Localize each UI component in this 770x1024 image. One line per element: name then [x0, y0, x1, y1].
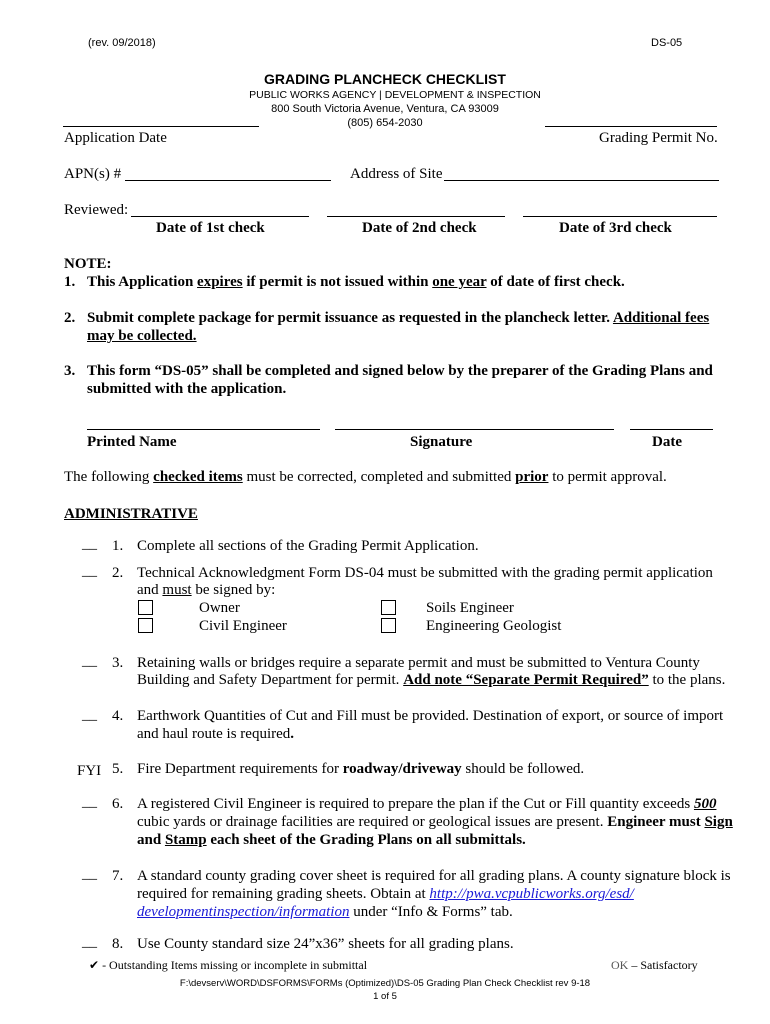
- date-field[interactable]: [630, 429, 713, 430]
- note-3-line-1: This form “DS-05” shall be completed and signed below by the preparer of the Grading Plans and: [87, 363, 713, 379]
- item-3-checkbox-blank[interactable]: __: [82, 653, 97, 669]
- address-of-site-label: Address of Site: [350, 166, 443, 182]
- first-check-field[interactable]: [131, 216, 309, 217]
- item-6-line-1: A registered Civil Engineer is required to prepare the plan if the Cut or Fill quantity exceeds 500: [137, 796, 717, 812]
- date-label: Date: [652, 434, 682, 450]
- second-check-field[interactable]: [327, 216, 505, 217]
- first-check-label: Date of 1st check: [156, 220, 265, 236]
- item-3-number: 3.: [112, 655, 124, 671]
- item-3-line-2: Building and Safety Department for permit. Add note “Separate Permit Required” to the plans.: [137, 672, 726, 688]
- item-7-line-3: developmentinspection/information under “Info & Forms” tab.: [137, 904, 513, 920]
- agency-phone: (805) 654-2030: [347, 117, 423, 129]
- note-3-number: 3.: [64, 363, 76, 379]
- engineering-geologist-label: Engineering Geologist: [426, 618, 562, 634]
- item-2-line-2: and must be signed by:: [137, 582, 276, 598]
- permit-no-line[interactable]: [545, 126, 717, 127]
- address-of-site-field[interactable]: [444, 180, 719, 181]
- signature-field[interactable]: [335, 429, 614, 430]
- item-5-text: Fire Department requirements for roadway/driveway should be followed.: [137, 761, 585, 777]
- agency-name: PUBLIC WORKS AGENCY | DEVELOPMENT & INSPECTION: [249, 89, 541, 101]
- note-1-number: 1.: [64, 274, 76, 290]
- footer-file-path: F:\devserv\WORD\DSFORMS\FORMs (Optimized)\DS-05 Grading Plan Check Checklist rev 9-18: [179, 978, 591, 989]
- item-4-checkbox-blank[interactable]: __: [82, 707, 97, 723]
- item-7-line-2: required for remaining grading sheets. Obtain at http://pwa.vcpublicworks.org/esd/: [137, 886, 634, 902]
- permit-no-label: Grading Permit No.: [599, 130, 718, 146]
- note-2-text-cont: may be collected.: [87, 328, 197, 344]
- item-4-line-2: and haul route is required.: [137, 726, 295, 742]
- item-2-number: 2.: [112, 565, 124, 581]
- item-3-line-1: Retaining walls or bridges require a separate permit and must be submitted to Ventura County: [137, 655, 700, 671]
- soils-engineer-checkbox[interactable]: [381, 600, 396, 615]
- reviewed-label: Reviewed:: [64, 202, 129, 218]
- item-5-number: 5.: [112, 761, 124, 777]
- item-1-checkbox-blank[interactable]: __: [82, 536, 97, 552]
- forms-link-part-2[interactable]: developmentinspection/information: [137, 904, 350, 920]
- forms-link-part-1[interactable]: http://pwa.vcpublicworks.org/esd/: [429, 886, 634, 902]
- legend-outstanding: ✔ - Outstanding Items missing or incomplete in submittal: [89, 958, 368, 972]
- note-2-number: 2.: [64, 310, 76, 326]
- owner-label: Owner: [199, 600, 240, 616]
- item-7-number: 7.: [112, 868, 124, 884]
- engineering-geologist-checkbox[interactable]: [381, 618, 396, 633]
- footer-page-number: 1 of 5: [373, 991, 397, 1002]
- item-6-number: 6.: [112, 796, 124, 812]
- owner-checkbox[interactable]: [138, 600, 153, 615]
- legend-satisfactory: OK – Satisfactory: [611, 958, 698, 972]
- section-heading-administrative: ADMINISTRATIVE: [64, 506, 198, 522]
- item-8-text: Use County standard size 24”x36” sheets for all grading plans.: [137, 936, 514, 952]
- second-check-label: Date of 2nd check: [362, 220, 477, 236]
- item-6-line-2: cubic yards or drainage facilities are required or geological issues are present. Engineer must Sign: [137, 814, 733, 830]
- agency-address: 800 South Victoria Avenue, Ventura, CA 93009: [271, 103, 499, 115]
- item-4-line-1: Earthwork Quantities of Cut and Fill must be provided. Destination of export, or source of import: [137, 708, 724, 724]
- note-1-text: This Application expires if permit is not issued within one year of date of first check.: [87, 274, 625, 290]
- item-6-checkbox-blank[interactable]: __: [82, 794, 97, 810]
- application-date-label: Application Date: [64, 130, 167, 146]
- civil-engineer-checkbox[interactable]: [138, 618, 153, 633]
- note-3-line-2: submitted with the application.: [87, 381, 287, 397]
- form-id: DS-05: [651, 37, 683, 49]
- item-8-checkbox-blank[interactable]: __: [82, 934, 97, 950]
- item-5-fyi-marker: FYI: [77, 763, 102, 779]
- item-1-number: 1.: [112, 538, 124, 554]
- application-date-line[interactable]: [63, 126, 259, 127]
- printed-name-field[interactable]: [87, 429, 320, 430]
- apn-label: APN(s) #: [64, 166, 122, 182]
- apn-field[interactable]: [125, 180, 331, 181]
- item-4-number: 4.: [112, 708, 124, 724]
- revision-label: (rev. 09/2018): [88, 37, 156, 49]
- soils-engineer-label: Soils Engineer: [426, 600, 514, 616]
- civil-engineer-label: Civil Engineer: [199, 618, 287, 634]
- item-7-line-1: A standard county grading cover sheet is required for all grading plans. A county signature block is: [137, 868, 731, 884]
- item-8-number: 8.: [112, 936, 124, 952]
- item-1-text: Complete all sections of the Grading Permit Application.: [137, 538, 479, 554]
- third-check-field[interactable]: [523, 216, 717, 217]
- third-check-label: Date of 3rd check: [559, 220, 672, 236]
- item-6-line-3: and Stamp each sheet of the Grading Plans on all submittals.: [137, 832, 526, 848]
- item-2-checkbox-blank[interactable]: __: [82, 563, 97, 579]
- note-heading: NOTE:: [64, 256, 112, 272]
- signature-label: Signature: [410, 434, 473, 450]
- note-2-text: Submit complete package for permit issuance as requested in the plancheck letter. Additional fees: [87, 310, 710, 326]
- instruction-text: The following checked items must be corrected, completed and submitted prior to permit approval.: [64, 469, 667, 485]
- printed-name-label: Printed Name: [87, 434, 177, 450]
- form-title: GRADING PLANCHECK CHECKLIST: [264, 71, 506, 87]
- checkmark-icon: ✔: [89, 958, 100, 972]
- item-2-line-1: Technical Acknowledgment Form DS-04 must be submitted with the grading permit application: [137, 565, 713, 581]
- item-7-checkbox-blank[interactable]: __: [82, 866, 97, 882]
